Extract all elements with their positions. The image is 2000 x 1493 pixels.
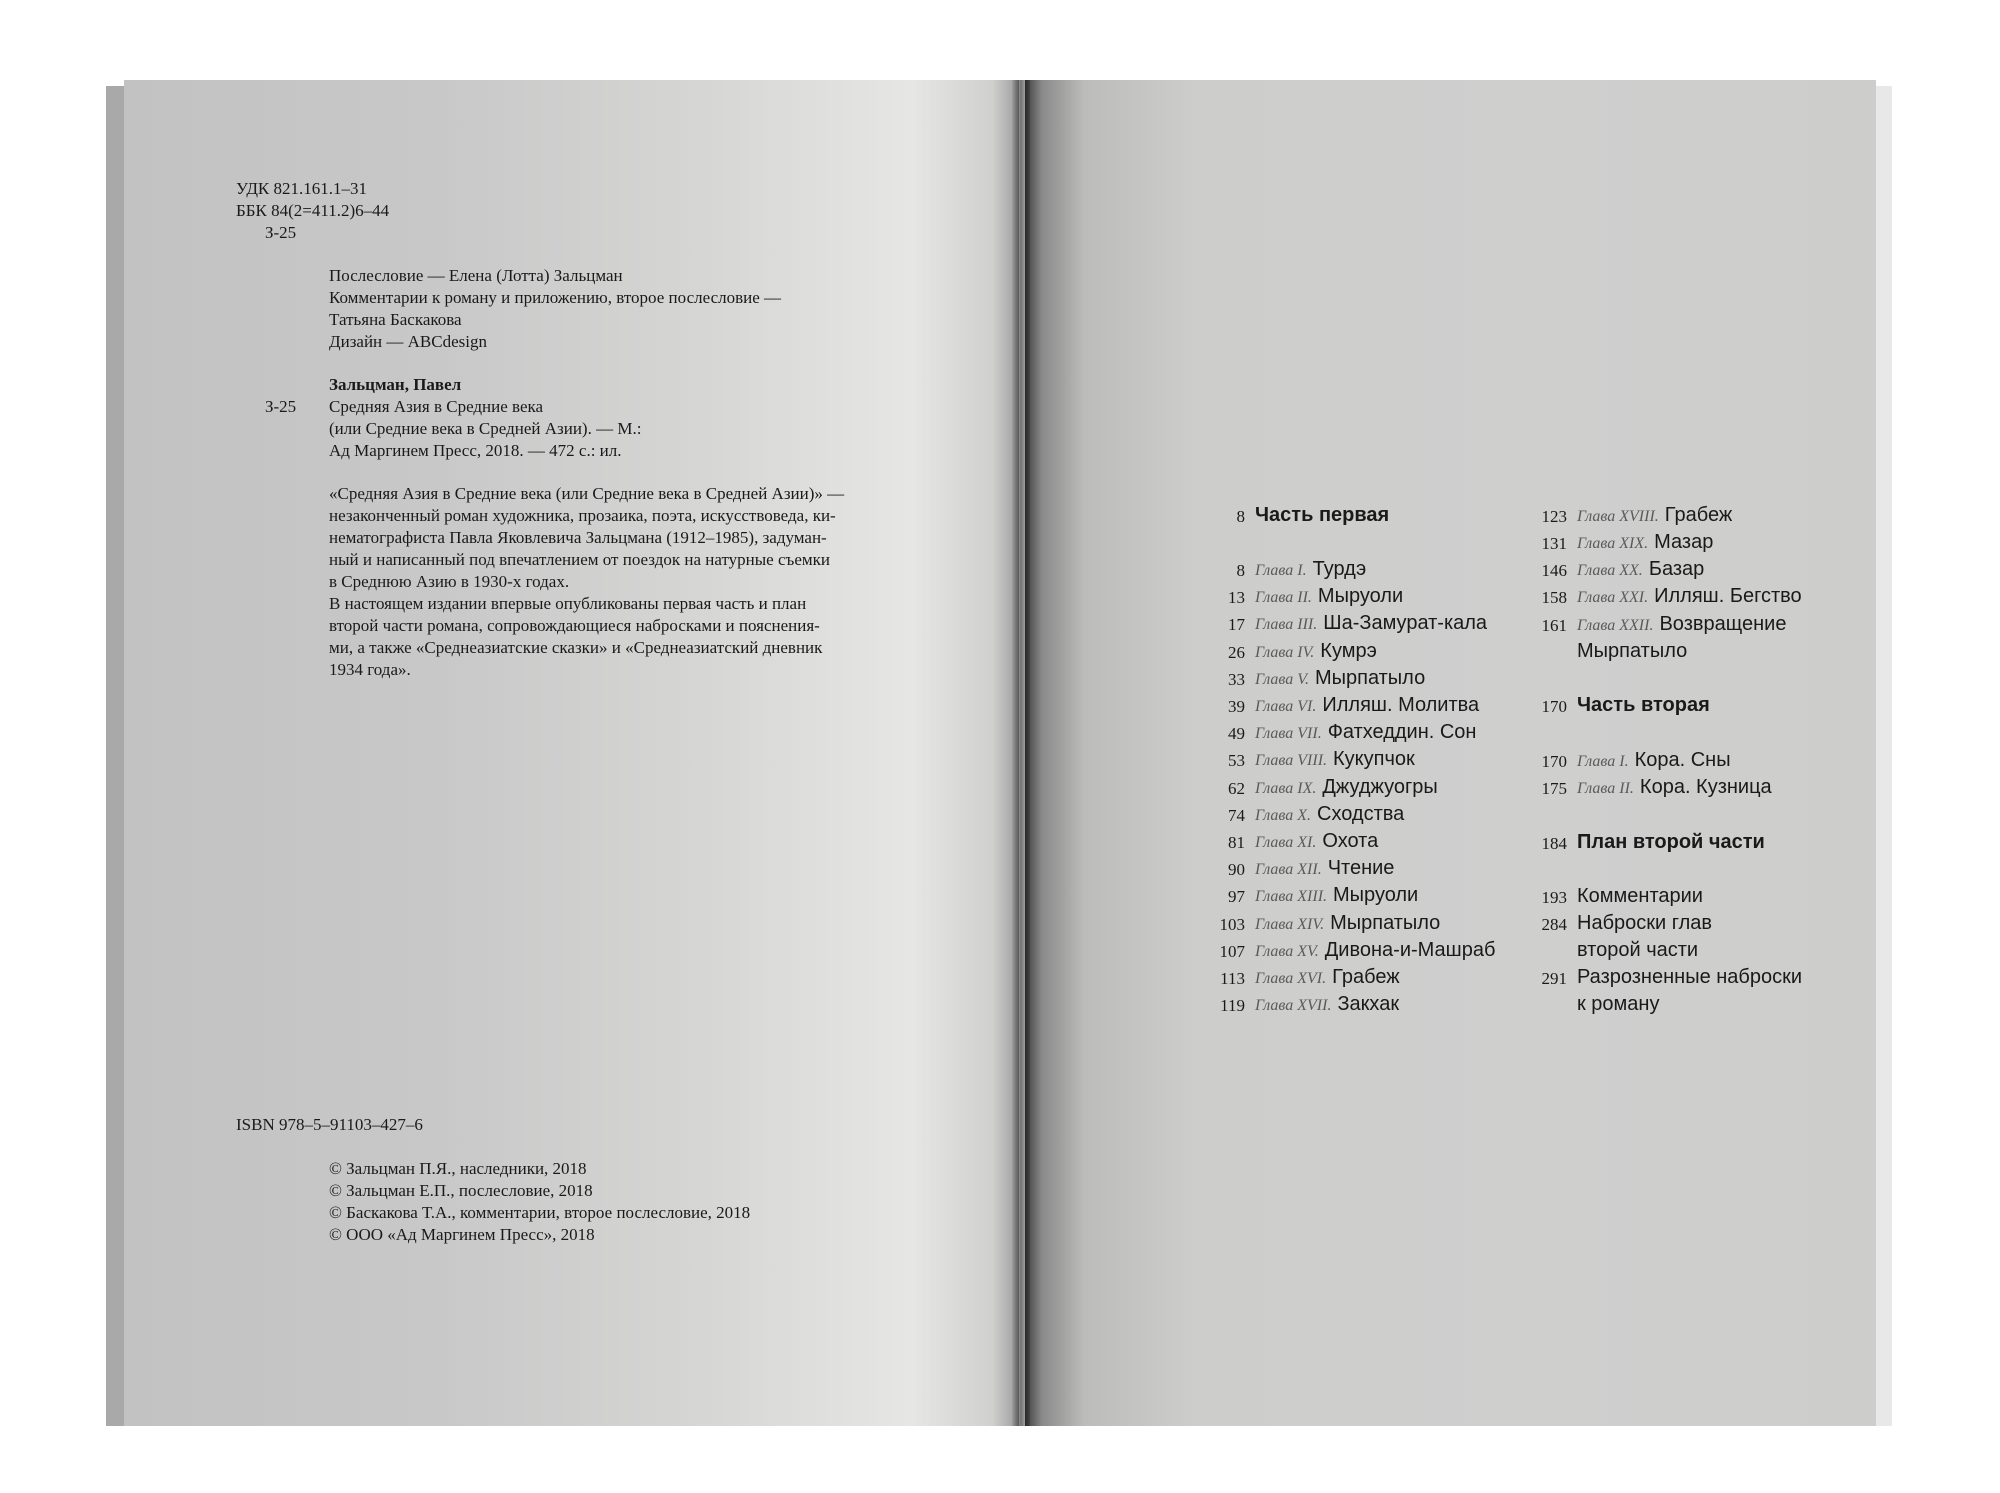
toc-chapter-label: Глава XIV. bbox=[1255, 915, 1325, 933]
toc-chapter-title: Фатхеддин. Сон bbox=[1327, 721, 1477, 744]
annotation-line: нематографиста Павла Яковлевича Зальцмана (1912–1985), задуман- bbox=[329, 528, 827, 547]
toc-chapter-title: Илляш. Бегство bbox=[1654, 585, 1802, 607]
toc-chapter-label: Глава XVIII. bbox=[1577, 508, 1659, 525]
toc-page-number: 170 bbox=[1541, 697, 1567, 716]
toc-page-number: 97 bbox=[1228, 887, 1245, 907]
annotation-line: незаконченный роман художника, прозаика, поэта, искусствоведа, ки- bbox=[329, 506, 836, 525]
toc-entry-text bbox=[1577, 585, 1802, 608]
toc-chapter-title: Кумрэ bbox=[1320, 639, 1377, 662]
toc-page-number: 103 bbox=[1219, 914, 1245, 934]
udk-code: УДК 821.161.1–31 bbox=[236, 179, 368, 198]
toc-entry-text bbox=[1255, 612, 1487, 635]
toc-page-number: 26 bbox=[1228, 642, 1245, 662]
copyright-line: © Зальцман П.Я., наследники, 2018 bbox=[329, 1159, 587, 1178]
toc-chapter-label: Глава XXI. bbox=[1577, 589, 1649, 606]
toc-chapter-title: Мазар bbox=[1654, 531, 1714, 553]
toc-page-number: 193 bbox=[1541, 888, 1567, 907]
toc-chapter-label: Глава I. bbox=[1255, 562, 1307, 579]
toc-page-number: 8 bbox=[1236, 507, 1245, 526]
toc-chapter-label: Глава II. bbox=[1577, 780, 1634, 797]
toc-chapter-title: Чтение bbox=[1327, 857, 1395, 880]
toc-page-number: 284 bbox=[1541, 915, 1567, 934]
toc-entry-text bbox=[1577, 504, 1732, 527]
toc-chapter-label: Глава XVI. bbox=[1255, 970, 1327, 987]
bib-line: (или Средние века в Средней Азии). — М.: bbox=[329, 419, 642, 438]
toc-entry-text bbox=[1255, 748, 1415, 771]
toc-chapter-title: Кора. Сны bbox=[1634, 749, 1731, 771]
toc-chapter-label: Глава XV. bbox=[1255, 942, 1319, 960]
toc-page-number: 74 bbox=[1228, 805, 1245, 825]
annotation-line: «Средняя Азия в Средние века (или Средние века в Средней Азии)» — bbox=[329, 484, 845, 503]
toc-chapter-label: Глава I. bbox=[1577, 753, 1629, 770]
toc-page-number: 62 bbox=[1228, 778, 1245, 798]
annotation-line: В настоящем издании впервые опубликованы первая часть и план bbox=[329, 594, 807, 613]
toc-entry-text bbox=[1577, 531, 1713, 554]
toc-chapter-title: Охота bbox=[1322, 830, 1379, 852]
toc-page-number: 158 bbox=[1541, 588, 1567, 607]
copyright-line: © ООО «Ад Маргинем Пресс», 2018 bbox=[329, 1225, 595, 1244]
toc-chapter-title: Базар bbox=[1648, 558, 1705, 580]
annotation-line: второй части романа, сопровождающиеся набросками и пояснения- bbox=[329, 616, 820, 635]
page-edge-left bbox=[106, 86, 126, 1426]
toc-chapter-label: Глава XVII. bbox=[1255, 997, 1332, 1015]
toc-chapter-label: Глава XI. bbox=[1255, 834, 1317, 851]
left-page bbox=[124, 80, 1019, 1426]
toc-entry-text bbox=[1577, 885, 1703, 908]
toc-page-number: 175 bbox=[1541, 779, 1567, 798]
toc-entry-text bbox=[1577, 749, 1731, 772]
isbn: ISBN 978–5–91103–427–6 bbox=[236, 1115, 423, 1134]
toc-entry-text bbox=[1255, 966, 1400, 989]
toc-page-number: 123 bbox=[1541, 507, 1567, 526]
toc-chapter-label: Глава VI. bbox=[1255, 698, 1317, 715]
copyright-line: © Зальцман Е.П., послесловие, 2018 bbox=[329, 1181, 593, 1200]
toc-chapter-label: Глава X. bbox=[1255, 806, 1312, 824]
toc-entry-text bbox=[1577, 558, 1704, 581]
toc-page-number: 49 bbox=[1228, 724, 1245, 744]
toc-page-number: 13 bbox=[1228, 588, 1245, 608]
toc-part-title: План второй части bbox=[1577, 831, 1765, 853]
toc-chapter-label: Глава IX. bbox=[1255, 779, 1317, 797]
toc-page-number: 8 bbox=[1236, 561, 1245, 580]
toc-page-number: 81 bbox=[1228, 833, 1245, 852]
annotation-line: ный и написанный под впечатлением от поездок на натурные съемки bbox=[329, 550, 830, 569]
toc-entry-text bbox=[1255, 857, 1394, 880]
toc-entry-text bbox=[1255, 993, 1399, 1016]
toc-chapter-title: Мыруоли bbox=[1317, 585, 1404, 608]
toc-chapter-label: Глава V. bbox=[1255, 670, 1309, 688]
toc-page-number: 39 bbox=[1228, 697, 1245, 716]
toc-chapter-title: Кора. Кузница bbox=[1639, 776, 1772, 798]
toc-chapter-title: Грабеж bbox=[1664, 504, 1733, 526]
toc-chapter-title: Разрозненные наброски bbox=[1577, 966, 1803, 988]
toc-entry-text bbox=[1577, 912, 1712, 935]
toc-entry-text bbox=[1577, 613, 1786, 636]
toc-chapter-title: Мыруоли bbox=[1333, 884, 1419, 907]
copyright-line: © Баскакова Т.А., комментарии, второе послесловие, 2018 bbox=[329, 1203, 751, 1222]
toc-entry-text bbox=[1577, 939, 1698, 962]
toc-entry-text bbox=[1255, 884, 1418, 907]
toc-page-number: 113 bbox=[1220, 969, 1245, 988]
author-mark-2: З-25 bbox=[265, 397, 297, 416]
toc-chapter-label: Глава IV. bbox=[1255, 643, 1315, 661]
toc-chapter-title: Джуджуогры bbox=[1322, 775, 1438, 798]
toc-chapter-title: Возвращение bbox=[1659, 613, 1787, 635]
toc-page-number: 291 bbox=[1541, 969, 1567, 988]
toc-page-number: 146 bbox=[1541, 561, 1567, 580]
toc-chapter-title: Мырпатыло bbox=[1577, 640, 1688, 662]
toc-page-number: 119 bbox=[1220, 996, 1245, 1016]
toc-page-number: 17 bbox=[1228, 615, 1245, 635]
toc-page-number: 33 bbox=[1228, 669, 1245, 689]
toc-chapter-title: Закхак bbox=[1337, 993, 1400, 1016]
toc-chapter-title: второй части bbox=[1577, 939, 1699, 961]
toc-page-number: 90 bbox=[1228, 860, 1245, 880]
annotation-line: 1934 года». bbox=[329, 660, 411, 679]
toc-entry-text bbox=[1255, 912, 1440, 935]
credit-line: Комментарии к роману и приложению, второе послесловие — bbox=[329, 288, 782, 307]
toc-chapter-label: Глава XX. bbox=[1577, 562, 1643, 579]
toc-entry-text bbox=[1255, 558, 1366, 581]
toc-entry-text bbox=[1255, 803, 1404, 826]
toc-chapter-title: Сходства bbox=[1317, 802, 1405, 825]
toc-chapter-label: Глава XXII. bbox=[1577, 617, 1654, 634]
toc-entry-text bbox=[1255, 939, 1495, 962]
toc-part-title: Часть вторая bbox=[1577, 694, 1710, 716]
toc-entry-text bbox=[1255, 585, 1403, 608]
annotation-line: ми, а также «Среднеазиатские сказки» и «Среднеазиатский дневник bbox=[329, 638, 823, 657]
author-mark: З-25 bbox=[265, 223, 297, 242]
toc-chapter-label: Глава VII. bbox=[1255, 725, 1322, 743]
credit-line: Дизайн — ABCdesign bbox=[329, 332, 487, 351]
toc-page-number: 107 bbox=[1219, 941, 1245, 961]
toc-page-number: 53 bbox=[1228, 751, 1245, 771]
toc-entry-text bbox=[1255, 694, 1479, 717]
toc-entry-text bbox=[1577, 993, 1659, 1016]
bbk-code: ББК 84(2=411.2)6–44 bbox=[236, 201, 390, 220]
toc-page-number: 131 bbox=[1541, 534, 1567, 553]
toc-page-number: 161 bbox=[1541, 616, 1567, 635]
bib-line: Ад Маргинем Пресс, 2018. — 472 с.: ил. bbox=[329, 441, 622, 460]
toc-chapter-title: Кукупчок bbox=[1333, 748, 1415, 771]
toc-chapter-label: Глава XIII. bbox=[1255, 888, 1328, 906]
toc-chapter-title: Дивона-и-Машраб bbox=[1324, 938, 1496, 961]
toc-entry-text bbox=[1255, 776, 1438, 799]
toc-page-number: 184 bbox=[1541, 834, 1567, 853]
bib-line: Средняя Азия в Средние века bbox=[329, 397, 544, 416]
author-name: Зальцман, Павел bbox=[329, 375, 462, 394]
toc-chapter-label: Глава VIII. bbox=[1255, 752, 1328, 770]
toc-entry-text bbox=[1255, 667, 1425, 690]
toc-chapter-title: к роману bbox=[1577, 993, 1660, 1015]
annotation-line: в Среднюю Азию в 1930-х годах. bbox=[329, 572, 570, 591]
toc-part-title: Часть первая bbox=[1255, 504, 1390, 526]
toc-entry-text bbox=[1577, 776, 1772, 799]
toc-entry-text bbox=[1255, 721, 1476, 744]
book-gutter bbox=[1012, 80, 1030, 1426]
toc-entry-text bbox=[1255, 830, 1378, 853]
toc-entry-text bbox=[1255, 640, 1377, 663]
toc-entry-text bbox=[1577, 966, 1802, 989]
toc-chapter-title: Наброски глав bbox=[1577, 912, 1713, 934]
credit-line: Татьяна Баскакова bbox=[329, 310, 462, 329]
toc-chapter-label: Глава XIX. bbox=[1577, 535, 1649, 552]
page-edge-right bbox=[1874, 86, 1892, 1426]
toc-chapter-title: Илляш. Молитва bbox=[1322, 694, 1480, 716]
right-page bbox=[1025, 80, 1876, 1426]
toc-chapter-label: Глава II. bbox=[1255, 589, 1312, 607]
toc-chapter-title: Грабеж bbox=[1332, 966, 1400, 988]
toc-chapter-title: Комментарии bbox=[1577, 885, 1703, 907]
toc-chapter-title: Турдэ bbox=[1312, 558, 1367, 580]
credit-line: Послесловие — Елена (Лотта) Зальцман bbox=[329, 266, 623, 285]
toc-chapter-title: Мырпатыло bbox=[1314, 666, 1426, 689]
toc-chapter-title: Мырпатыло bbox=[1330, 911, 1441, 934]
toc-chapter-label: Глава XII. bbox=[1255, 861, 1322, 879]
toc-entry-text bbox=[1577, 640, 1687, 663]
toc-chapter-label: Глава III. bbox=[1255, 616, 1318, 634]
toc-page-number: 170 bbox=[1541, 752, 1567, 771]
toc-chapter-title: Ша-Замурат-кала bbox=[1323, 612, 1488, 635]
